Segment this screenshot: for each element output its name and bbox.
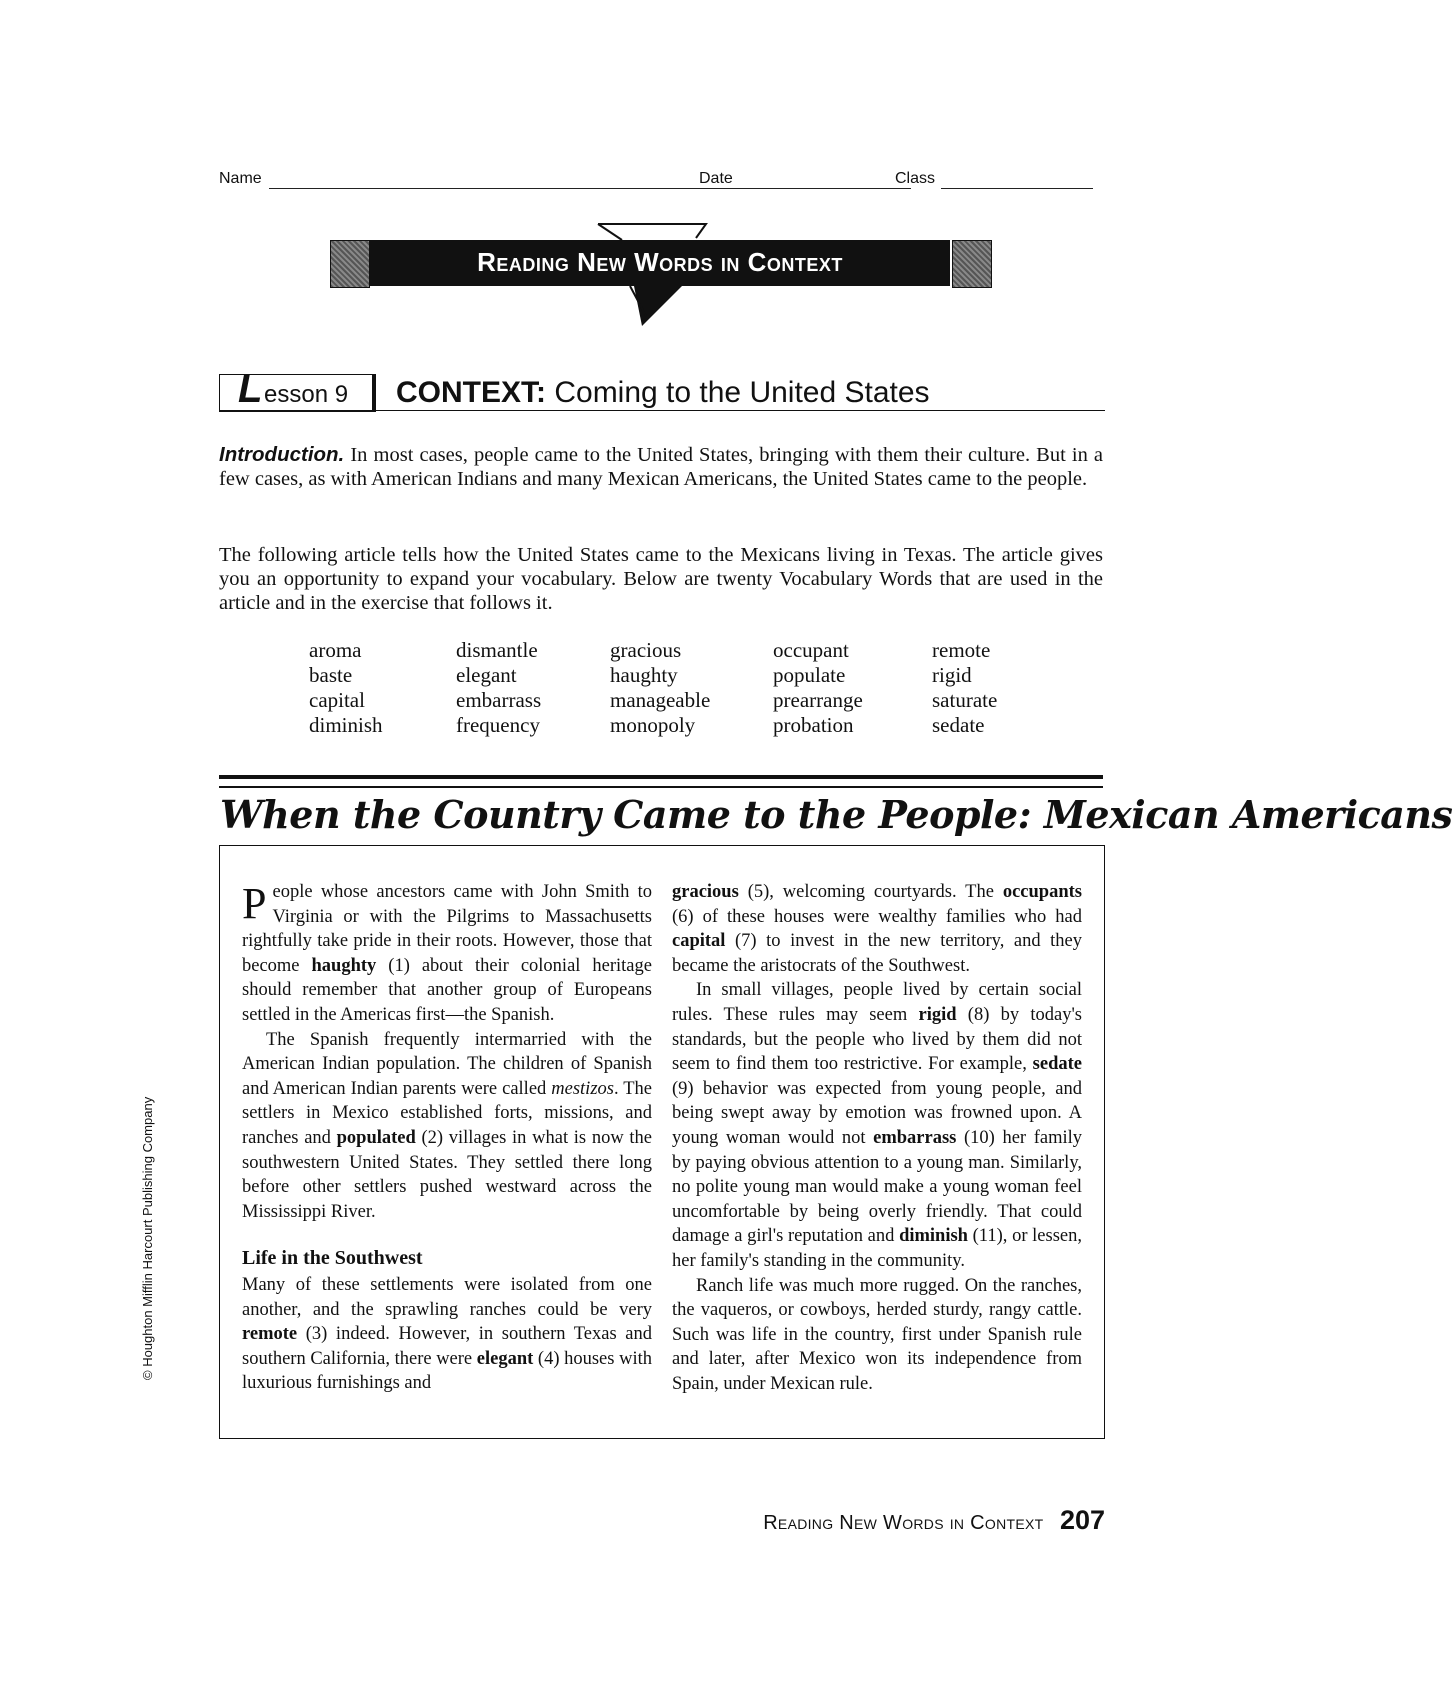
context-underline xyxy=(219,410,1105,411)
class-label: Class xyxy=(895,170,936,187)
page-number: 207 xyxy=(1059,1505,1105,1535)
vocab-column-2 xyxy=(456,638,541,738)
article-title: When the Country Came to the People: Mexican Americans xyxy=(220,792,1452,837)
vocab-word: diminish xyxy=(309,713,383,737)
copyright-notice: © Houghton Mifflin Harcourt Publishing Company xyxy=(140,1096,155,1380)
vocab-word: prearrange xyxy=(773,688,863,712)
date-label: Date xyxy=(699,170,733,187)
context-heading xyxy=(396,376,930,410)
vocab-word: saturate xyxy=(932,688,998,712)
vocab-column-4 xyxy=(773,638,863,738)
name-label: Name xyxy=(219,170,262,187)
vocab-word: capital xyxy=(309,688,365,712)
article-box xyxy=(219,845,1105,1439)
vocab-word: probation xyxy=(773,713,854,737)
vocab-word: haughty xyxy=(610,663,678,687)
banner-title: Reading New Words in Context xyxy=(477,247,843,277)
date-line xyxy=(741,188,891,189)
vocab-word: dismantle xyxy=(456,638,538,662)
vocab-word: aroma xyxy=(309,638,362,662)
lesson-number-box xyxy=(219,367,376,412)
introduction-label: Introduction. xyxy=(219,443,345,466)
footer-title: Reading New Words in Context xyxy=(763,1512,1044,1534)
vocab-word: baste xyxy=(309,663,353,687)
student-info-header xyxy=(219,170,1099,192)
vocab-column-5 xyxy=(932,638,997,738)
vocab-word: rigid xyxy=(932,663,972,687)
vocab-word: monopoly xyxy=(610,713,696,737)
article-column-right: gracious (5), welcoming courtyards. The occupants (6) of these houses were wealthy families who had capital (7) to invest in the new territory, and they became the aristocrats of the Southwest. In small villages, people lived by certain social rules. These rules may seem rigid (8) by today's standards, but the people who lived by them did not seem to find them too restrictive. For example, sedate (9) behavior was expected from young people, and being swept away by emotion was frowned upon. A young woman would not embarrass (10) her family by paying obvious attention to a young man. Similarly, no polite young man would make a young woman feel uncomfortable by being overly friendly. That could damage a girl's reputation and diminish (11), or lessen, her family's standing in the community. Ranch life was much more rugged. On the ranches, the vaqueros, or cowboys, herded sturdy, rangy cattle. Such was life in the country, first under Spanish rule and later, after Mexico won its independence from Spain, under Mexican rule. xyxy=(672,882,1083,1394)
article-intro-paragraph: The following article tells how the United States came to the Mexicans living in Texas. The article gives you an opportunity to expand your vocabulary. Below are twenty Vocabulary Words that are used in the article and in the exercise that follows it. xyxy=(219,544,1103,614)
context-title: Coming to the United States xyxy=(554,376,930,409)
section-banner xyxy=(330,220,990,328)
vocab-word: manageable xyxy=(610,688,711,712)
lesson-number: esson 9 xyxy=(264,381,349,408)
vocab-word: elegant xyxy=(456,663,517,687)
vocab-word: occupant xyxy=(773,638,849,662)
double-rule xyxy=(219,775,1103,788)
subheading: Life in the Southwest xyxy=(242,1247,423,1270)
page-footer xyxy=(640,1505,1105,1536)
article-column-left: People whose ancestors came with John Smith to Virginia or with the Pilgrims to Massachusetts rightfully take pride in their roots. However, those that become haughty (1) about their colonial heritage should remember that another group of Europeans settled in the Americas first—the Spanish. The Spanish frequently intermarried with the American Indian population. The children of Spanish and American Indian parents were called mestizos. The settlers in Mexico established forts, missions, and ranches and populated (2) villages in what is now the southwestern United States. They settled there long before other settlers pushed westward across the Mississippi River. Life in the Southwest Many of these settlements were isolated from one another, and the sprawling ranches could be very remote (3) indeed. However, in southern Texas and southern California, there were elegant (4) houses with luxurious furnishings and xyxy=(242,879,652,1394)
class-line xyxy=(941,188,1093,189)
drop-cap: P xyxy=(242,879,267,928)
vocab-word: sedate xyxy=(932,713,985,737)
vocab-word: gracious xyxy=(610,638,682,662)
introduction-paragraph xyxy=(219,443,1103,491)
vocab-word: populate xyxy=(773,663,846,687)
vocab-column-3 xyxy=(610,638,710,738)
lesson-initial: L xyxy=(238,367,263,411)
introduction-text: In most cases, people came to the United States, bringing with them their culture. But in a few cases, as with American Indians and many Mexican Americans, the United States came to the people. xyxy=(219,444,1104,490)
context-label: CONTEXT: xyxy=(396,376,546,409)
vocabulary-word-list xyxy=(0,638,1192,738)
vocab-column-1 xyxy=(309,638,383,738)
vocab-word: remote xyxy=(932,638,991,662)
vocab-word: frequency xyxy=(456,713,540,737)
vocab-word: embarrass xyxy=(456,688,542,712)
